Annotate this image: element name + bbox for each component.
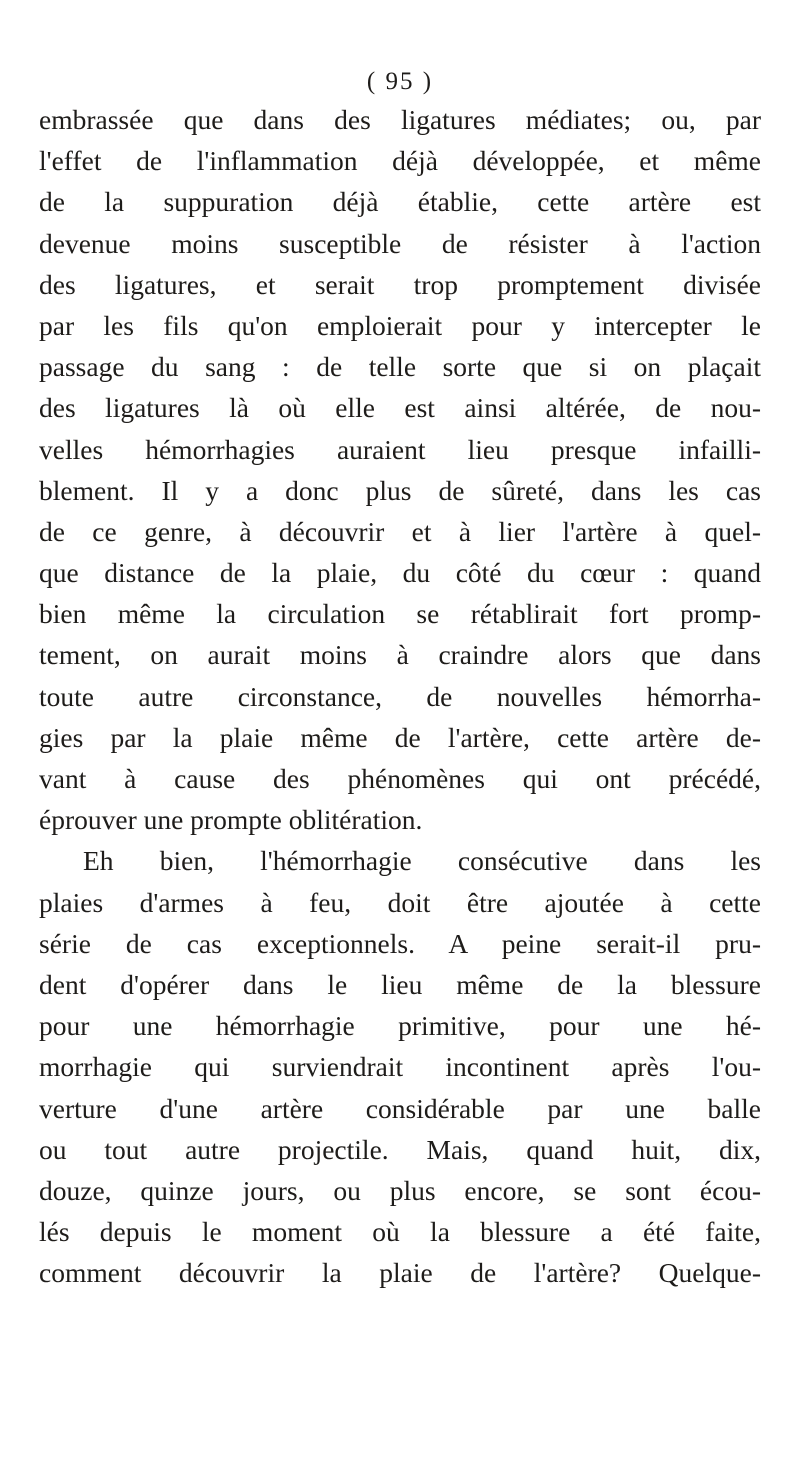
page-number: ( 95 ) [366, 68, 434, 95]
text-line: par les fils qu'on emploierait pour y intercepter le [39, 309, 761, 341]
text-line: passage du sang : de telle sorte que si on plaçait [39, 351, 761, 383]
text-line: douze, quinze jours, ou plus encore, se sont écou- [39, 1174, 761, 1206]
text-line: toute autre circonstance, de nouvelles hémorrha- [39, 680, 761, 712]
text-line: gies par la plaie même de l'artère, cette artère de- [39, 721, 761, 753]
text-line: lés depuis le moment où la blessure a été faite, [39, 1216, 761, 1248]
text-line: que distance de la plaie, du côté du cœur : quand [39, 557, 761, 589]
text-line: plaies d'armes à feu, doit être ajoutée à cette [39, 886, 761, 918]
text-line: pour une hémorrhagie primitive, pour une hé- [39, 1010, 761, 1042]
text-line: des ligatures là où elle est ainsi altérée, de nou- [39, 392, 761, 424]
text-line: verture d'une artère considérable par une balle [39, 1092, 761, 1124]
text-line: blement. Il y a donc plus de sûreté, dans les cas [39, 474, 761, 506]
paragraph-end-line: éprouver une prompte oblitération. [39, 804, 423, 836]
text-line: série de cas exceptionnels. A peine serait-il pru- [39, 927, 761, 959]
text-line: dent d'opérer dans le lieu même de la blessure [39, 968, 761, 1000]
text-line: des ligatures, et serait trop promptement divisée [39, 268, 761, 300]
paragraph-start-line: Eh bien, l'hémorrhagie consécutive dans les [83, 845, 761, 877]
text-line: devenue moins susceptible de résister à l'action [39, 227, 761, 259]
text-line: tement, on aurait moins à craindre alors que dans [39, 639, 761, 671]
text-line: comment découvrir la plaie de l'artère? Quelque- [39, 1257, 761, 1289]
text-line: l'effet de l'inflammation déjà développée, et même [39, 145, 761, 177]
text-line: bien même la circulation se rétablirait fort promp- [39, 598, 761, 630]
text-line: embrassée que dans des ligatures médiates; ou, par [39, 104, 761, 135]
text-line: vant à cause des phénomènes qui ont précédé, [39, 763, 761, 794]
text-line: velles hémorrhagies auraient lieu presque infailli- [39, 433, 761, 465]
text-line: morrhagie qui surviendrait incontinent après l'ou- [39, 1051, 761, 1083]
text-line: de la suppuration déjà établie, cette artère est [39, 186, 761, 218]
body-text [39, 99, 761, 1293]
text-line: ou tout autre projectile. Mais, quand huit, dix, [39, 1133, 761, 1165]
text-line: de ce genre, à découvrir et à lier l'artère à quel- [39, 515, 761, 547]
